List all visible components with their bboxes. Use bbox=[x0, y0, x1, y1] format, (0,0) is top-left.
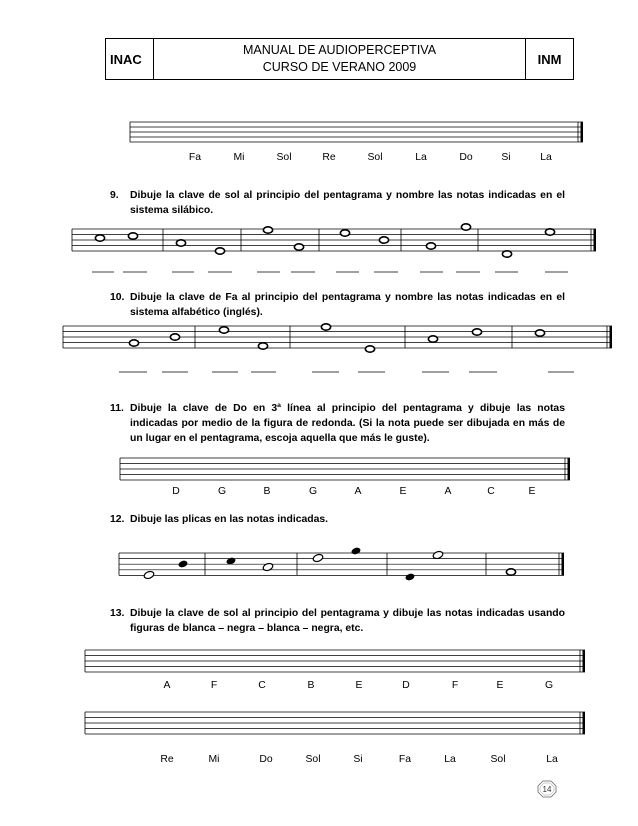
question-10 bbox=[110, 290, 565, 320]
whole-note bbox=[215, 248, 224, 254]
whole-note bbox=[472, 329, 481, 335]
whole-note bbox=[128, 233, 137, 239]
final-barline-thick bbox=[594, 229, 597, 251]
note-label: Do bbox=[459, 152, 473, 163]
question-9 bbox=[110, 188, 565, 218]
whole-note bbox=[428, 336, 437, 342]
note-label: D bbox=[172, 486, 180, 497]
note-label: Sol bbox=[367, 152, 383, 163]
whole-note bbox=[95, 235, 104, 241]
note-label: La bbox=[415, 152, 427, 163]
note-label: G bbox=[217, 486, 227, 497]
note-label: G bbox=[308, 486, 318, 497]
note-label: F bbox=[210, 680, 218, 691]
note-label: Re bbox=[322, 152, 336, 163]
whole-note bbox=[321, 324, 330, 330]
half-note-head bbox=[312, 553, 324, 562]
whole-note bbox=[170, 334, 179, 340]
note-label: Si bbox=[501, 152, 511, 163]
note-label: D bbox=[402, 680, 410, 691]
question-number: 12. bbox=[110, 514, 125, 525]
note-label: A bbox=[354, 486, 362, 497]
note-label: E bbox=[496, 680, 504, 691]
note-label: Sol bbox=[490, 754, 506, 765]
whole-note bbox=[502, 251, 511, 257]
header-left: INAC bbox=[106, 39, 154, 79]
whole-note bbox=[219, 327, 228, 333]
final-barline-thick bbox=[610, 326, 613, 348]
whole-note bbox=[461, 224, 470, 230]
question-11 bbox=[110, 401, 565, 446]
whole-note bbox=[379, 237, 388, 243]
question-text: Dibuje la clave de sol al principio del pentagrama y nombre las notas indicadas en el sistema silábico. bbox=[130, 190, 565, 216]
note-label: Fa bbox=[188, 152, 202, 163]
note-label: C bbox=[258, 680, 266, 691]
question-number: 9. bbox=[110, 190, 119, 201]
question-number: 10. bbox=[110, 292, 125, 303]
final-barline-thick bbox=[583, 650, 586, 672]
question-number: 13. bbox=[110, 608, 125, 619]
black-note-head bbox=[405, 573, 416, 582]
note-label: B bbox=[307, 680, 315, 691]
page-number bbox=[537, 780, 557, 798]
header-title-line2: CURSO DE VERANO 2009 bbox=[262, 60, 417, 74]
whole-note bbox=[506, 569, 515, 575]
note-label: C bbox=[487, 486, 495, 497]
note-label: La bbox=[546, 754, 558, 765]
note-label: G bbox=[544, 680, 554, 691]
note-label: A bbox=[163, 680, 171, 691]
whole-note bbox=[535, 330, 544, 336]
final-barline-thick bbox=[581, 122, 584, 142]
note-label: La bbox=[444, 754, 456, 765]
note-label: Fa bbox=[398, 754, 412, 765]
question-number: 11. bbox=[110, 403, 124, 414]
header-right: INM bbox=[537, 51, 562, 67]
note-label: Sol bbox=[276, 152, 292, 163]
half-note-head bbox=[262, 562, 274, 571]
whole-note bbox=[545, 229, 554, 235]
question-12 bbox=[110, 512, 565, 527]
half-note-head bbox=[143, 570, 155, 579]
whole-note bbox=[340, 230, 349, 236]
question-text: Dibuje la clave de Fa al principio del pentagrama y nombre las notas indicadas en el sistema alfabético (inglés). bbox=[130, 292, 565, 318]
whole-note bbox=[365, 346, 374, 352]
whole-note bbox=[426, 243, 435, 249]
note-label: B bbox=[263, 486, 271, 497]
whole-note bbox=[294, 244, 303, 250]
note-label: Mi bbox=[208, 754, 220, 765]
black-note-head bbox=[351, 547, 362, 556]
note-label: Mi bbox=[233, 152, 245, 163]
note-label: F bbox=[451, 680, 459, 691]
final-barline-thick bbox=[583, 712, 586, 734]
final-barline-thick bbox=[562, 553, 565, 575]
black-note-head bbox=[178, 560, 189, 569]
page-number-text: 14 bbox=[542, 784, 552, 794]
whole-note bbox=[129, 340, 138, 346]
whole-note bbox=[258, 343, 267, 349]
note-label: Re bbox=[160, 754, 174, 765]
note-label: Sol bbox=[305, 754, 321, 765]
question-text: Dibuje la clave de sol al principio del pentagrama y dibuje las notas indicadas usando figuras de blanca – negra – blanca – negra, etc. bbox=[130, 608, 565, 634]
note-label: E bbox=[355, 680, 363, 691]
note-label: Do bbox=[259, 754, 273, 765]
final-barline-thick bbox=[568, 458, 571, 480]
note-label: La bbox=[540, 152, 552, 163]
note-label: E bbox=[399, 486, 407, 497]
question-text: Dibuje la clave de Do en 3ª línea al principio del pentagrama y dibuje las notas indicadas por medio de la figura de redonda. (Si la nota puede ser dibujada en más de un lugar en el pentagrama, escoja aquella que más le guste). bbox=[130, 403, 565, 444]
whole-note bbox=[176, 240, 185, 246]
question-text: Dibuje las plicas en las notas indicadas. bbox=[130, 514, 329, 525]
whole-note bbox=[263, 227, 272, 233]
note-label: A bbox=[444, 486, 452, 497]
note-label: E bbox=[528, 486, 536, 497]
note-label: Si bbox=[353, 754, 363, 765]
header-title-line1: MANUAL DE AUDIOPERCEPTIVA bbox=[242, 43, 437, 57]
question-13 bbox=[110, 606, 565, 636]
